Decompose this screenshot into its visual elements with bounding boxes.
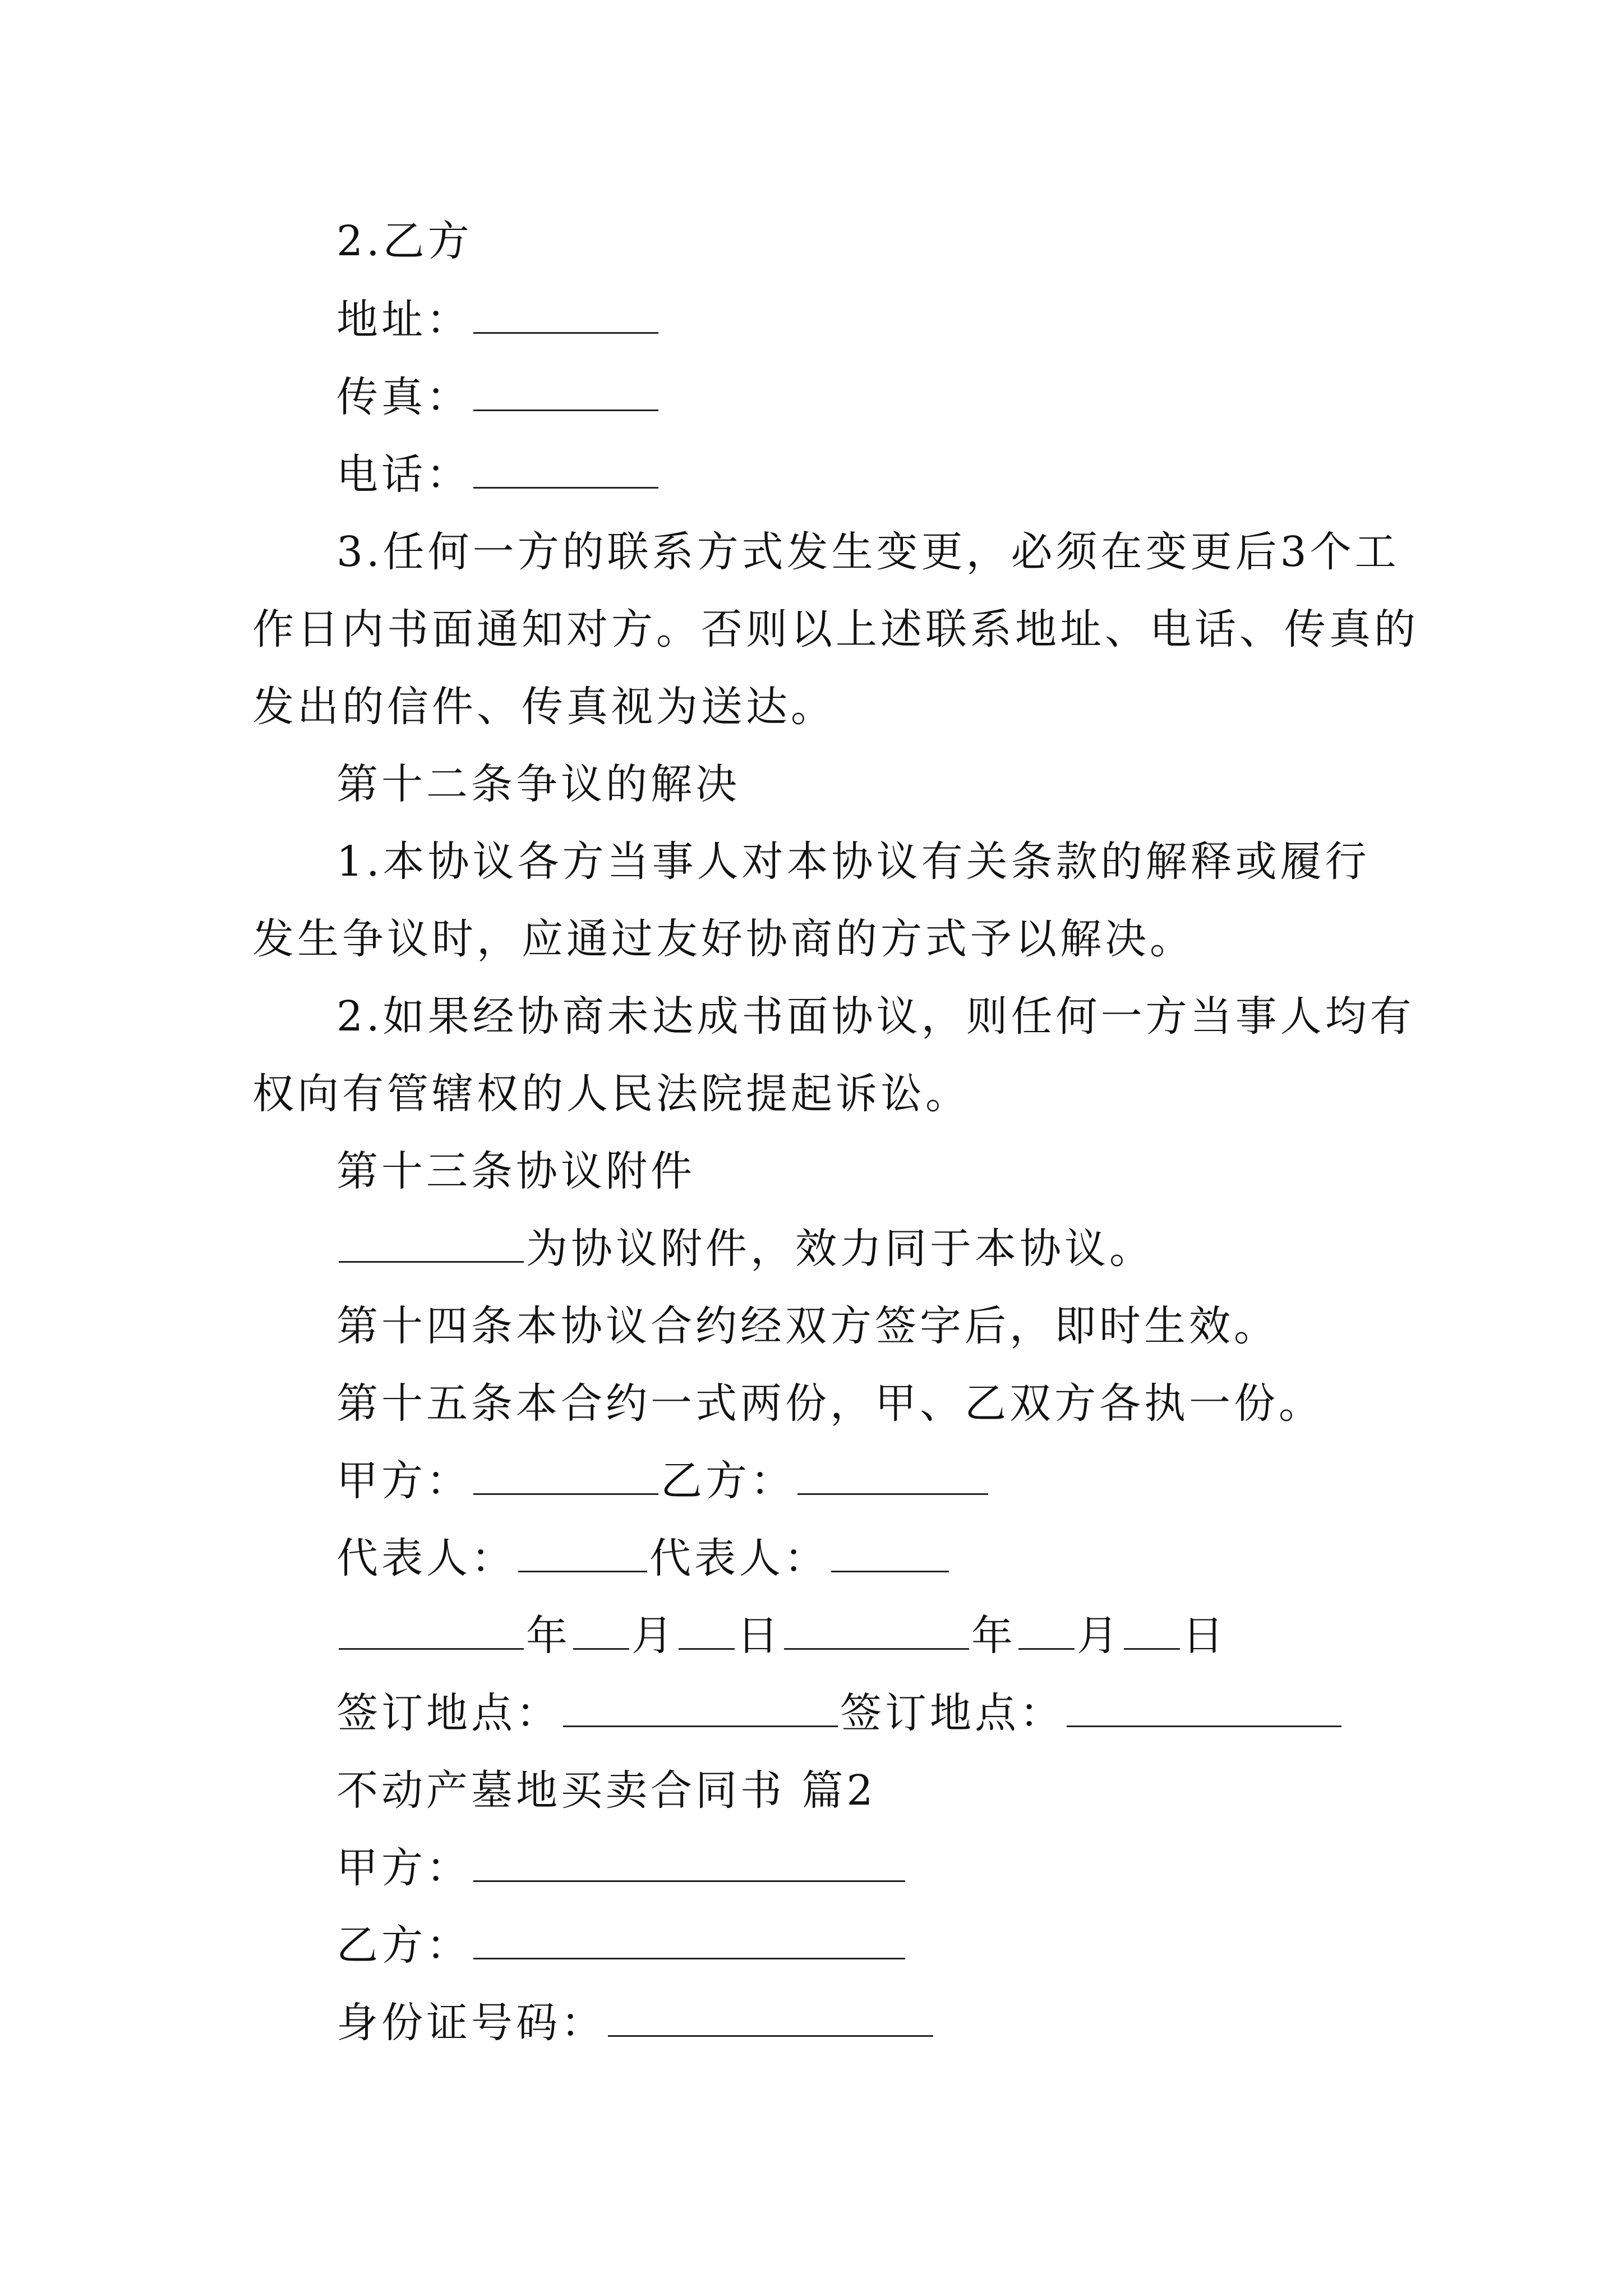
- article-13-title: 第十三条协议附件: [336, 1147, 695, 1195]
- clause-line: 权向有管辖权的人民法院提起诉讼。: [252, 1070, 970, 1118]
- contract-2-party-a-blank[interactable]: [473, 1847, 905, 1882]
- article-12-title: 第十二条争议的解决: [336, 760, 740, 808]
- representative-line: 代表人： 代表人：: [336, 1530, 1385, 1586]
- clause-line: 发出的信件、传真视为送达。: [252, 683, 836, 731]
- year-b-blank[interactable]: [784, 1614, 969, 1650]
- attachment-blank[interactable]: [339, 1227, 524, 1263]
- article-14: 第十四条本协议合约经双方签字后，即时生效。: [336, 1302, 1279, 1350]
- clause-line: 发生争议时，应通过友好协商的方式予以解决。: [252, 915, 1195, 963]
- clause-line: 2.如果经协商未达成书面协议，则任何一方当事人均有: [336, 992, 1415, 1041]
- place-a-blank[interactable]: [563, 1692, 838, 1727]
- contract-2-id-blank[interactable]: [608, 2001, 933, 2037]
- signing-place-line: 签订地点： 签订地点：: [336, 1685, 1385, 1741]
- clause-line: 3.任何一方的联系方式发生变更，必须在变更后3个工: [336, 528, 1400, 576]
- year-a-blank[interactable]: [339, 1614, 524, 1650]
- place-b-blank[interactable]: [1067, 1692, 1341, 1727]
- contact-b-heading: 2.乙方: [336, 217, 473, 265]
- article-15: 第十五条本合约一式两份，甲、乙双方各执一份。: [336, 1379, 1324, 1428]
- clause-line: 1.本协议各方当事人对本协议有关条款的解释或履行: [336, 838, 1370, 886]
- date-line: 年 月 日 年 月 日: [336, 1608, 1385, 1664]
- clause-line: 作日内书面通知对方。否则以上述联系地址、电话、传真的: [252, 605, 1419, 654]
- party-a-blank[interactable]: [473, 1460, 658, 1495]
- contract-2-party-b-blank[interactable]: [473, 1924, 905, 1959]
- day-b-blank[interactable]: [1124, 1614, 1180, 1650]
- contract-2-id: 身份证号码：: [336, 1995, 1385, 2051]
- address-field: 地址：: [336, 292, 1385, 348]
- day-a-blank[interactable]: [679, 1614, 735, 1650]
- fax-field: 传真：: [336, 369, 1385, 425]
- attachment-line: 为协议附件，效力同于本协议。: [336, 1221, 1385, 1277]
- rep-a-blank[interactable]: [518, 1537, 647, 1572]
- phone-field: 电话：: [336, 447, 1385, 503]
- contract-2-party-b: 乙方：: [336, 1917, 1385, 1973]
- contract-2-party-a: 甲方：: [336, 1840, 1385, 1896]
- party-b-blank[interactable]: [797, 1460, 988, 1495]
- fax-blank[interactable]: [473, 376, 658, 411]
- month-a-blank[interactable]: [573, 1614, 629, 1650]
- phone-blank[interactable]: [473, 453, 658, 489]
- address-blank[interactable]: [473, 298, 658, 334]
- party-signature-line: 甲方： 乙方：: [336, 1453, 1385, 1509]
- month-b-blank[interactable]: [1018, 1614, 1075, 1650]
- rep-b-blank[interactable]: [831, 1537, 949, 1572]
- contract-2-title: 不动产墓地买卖合同书 篇2: [336, 1766, 877, 1815]
